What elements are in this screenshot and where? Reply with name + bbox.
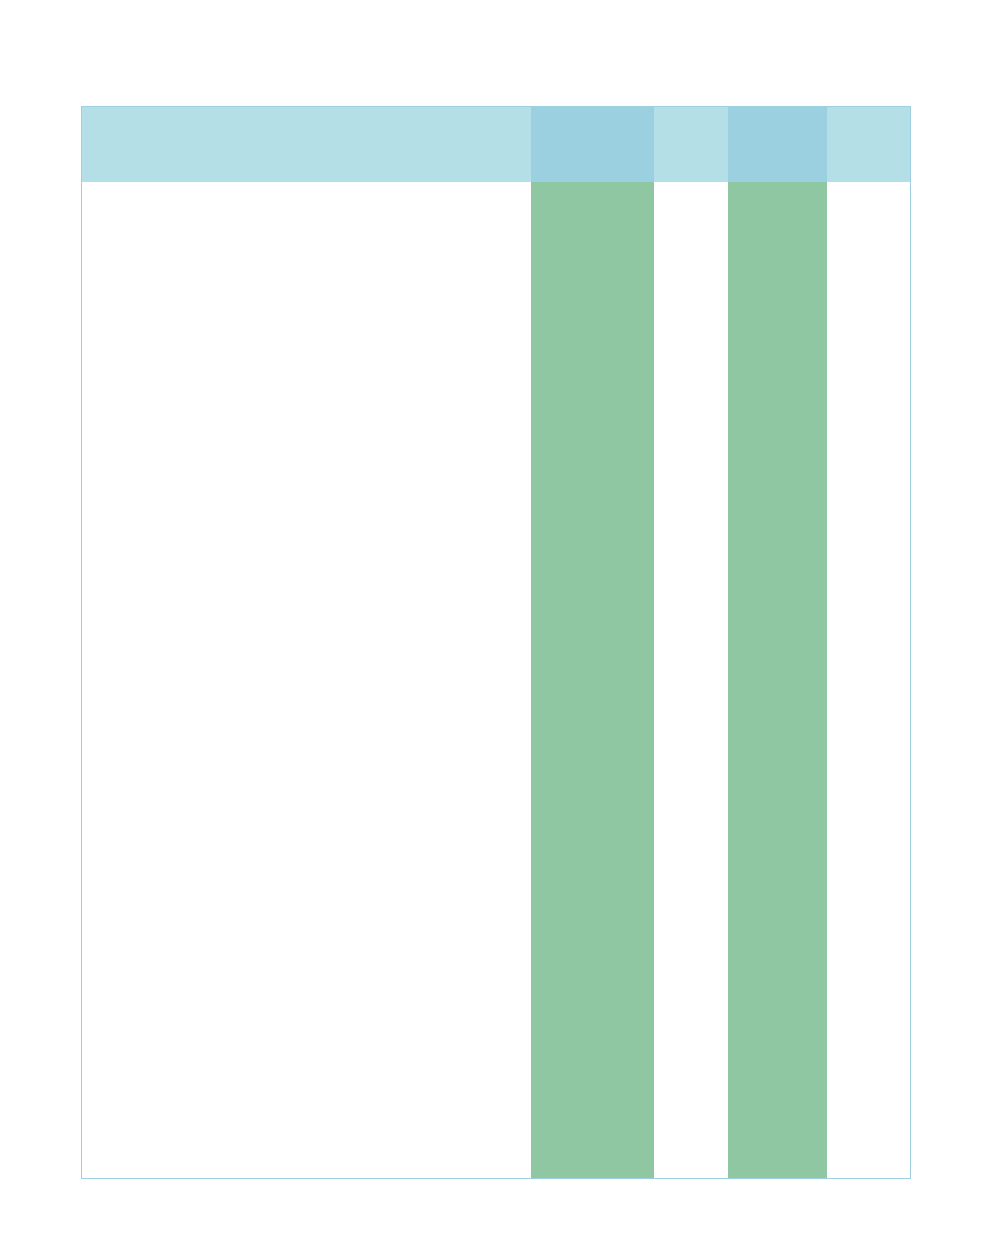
profiles-table xyxy=(81,106,911,1179)
model-column-fill xyxy=(531,182,654,1178)
header-file xyxy=(82,107,531,182)
header-model xyxy=(531,107,654,182)
coverage-column-fill xyxy=(728,182,827,1178)
header-coverage xyxy=(728,107,827,182)
header-depth xyxy=(827,107,910,182)
header-width xyxy=(654,107,728,182)
